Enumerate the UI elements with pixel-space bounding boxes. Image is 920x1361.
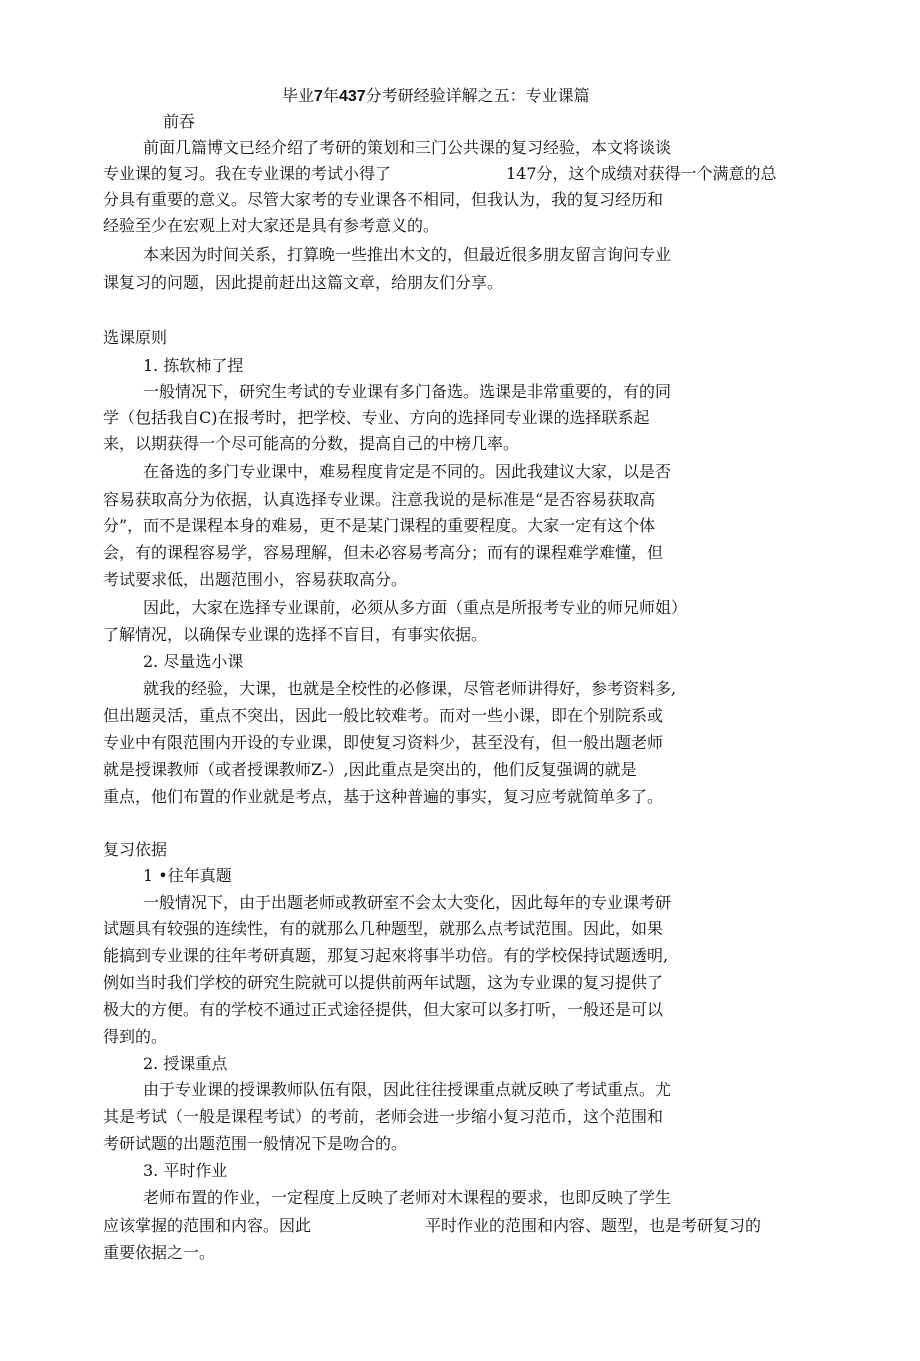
paragraph-line: 了解情况，以确保专业课的选择不盲目，有事实依据。 xyxy=(103,625,488,644)
paragraph-line: 由于专业课的授课教师队伍有限，因此往往授课重点就反映了考试重点。尤 xyxy=(143,1080,672,1099)
paragraph-line: 例如当时我们学校的研究生院就可以提供前两年试题，这为专业课的复习提供了 xyxy=(103,973,664,992)
paragraph-line: 考试要求低，出题范围小，容易获取高分。 xyxy=(103,570,408,589)
paragraph-line: 本来因为时间关系，打算晚一些推出木文的，但最近很多朋友留言询问专业 xyxy=(143,245,672,264)
section-heading: 选课原则 xyxy=(103,328,168,347)
list-item-heading: 1. 拣软柿了捏 xyxy=(143,356,244,375)
paragraph-line: 147分，这个成绩对获得一个满意的总 xyxy=(506,164,777,183)
paragraph-line: 一般情况下，研究生考试的专业课有多门备选。选课是非常重要的，有的同 xyxy=(143,382,672,401)
paragraph-line: 重要依据之一。 xyxy=(103,1243,216,1262)
title-number: 7 xyxy=(314,88,323,105)
list-item-heading: 3. 平时作业 xyxy=(143,1161,228,1180)
paragraph-line: 老师布置的作业，一定程度上反映了老师对木课程的要求，也即反映了学生 xyxy=(143,1188,672,1207)
title-part: 年 xyxy=(322,86,339,105)
paragraph-line: 会，有的课程容易学，容易理解，但未必容易考高分；而有的课程难学难懂，但 xyxy=(103,543,664,562)
paragraph-line: 课复习的问题，因此提前赶出这篇文章，给朋友们分享。 xyxy=(103,273,504,292)
paragraph-line: 因此，大家在选择专业课前，必须从多方面（重点是所报考专业的师兄师姐） xyxy=(143,598,688,617)
document-title xyxy=(282,86,590,107)
section-heading: 复习依据 xyxy=(103,840,168,859)
paragraph-line: 试题具有较强的连续性，有的就那么几种题型，就那么点考试范围。因此，如果 xyxy=(103,919,664,938)
title-part: 毕业 xyxy=(282,86,315,105)
paragraph-line: 专业课的复习。我在专业课的考试小得了 xyxy=(103,164,392,183)
paragraph-line: 得到的。 xyxy=(103,1027,168,1046)
title-part: 分考研经验详解之五：专业课篇 xyxy=(365,86,590,105)
paragraph-line: 应该掌握的范围和内容。因此 xyxy=(103,1216,312,1235)
paragraph-line: 就我的经验，大课，也就是全校性的必修课，尽管老师讲得好，参考资料多, xyxy=(143,679,677,698)
paragraph-line: 前面几篇博文已经介绍了考研的策划和三门公共课的复习经验，本文将谈谈 xyxy=(143,138,672,157)
paragraph-line: 就是授课教师（或者授课教师Z-）,因此重点是突出的，他们反复强调的就是 xyxy=(103,760,637,779)
paragraph-line: 学（包括我自C)在报考时，把学校、专业、方向的选择同专业课的选择联系起 xyxy=(103,408,650,427)
paragraph-line: 专业中有限范围内开设的专业课，即使复习资料少，甚至没有，但一般出题老师 xyxy=(103,733,664,752)
paragraph-line: 其是考试（一般是课程考试）的考前，老师会进一步缩小复习范币，这个范围和 xyxy=(103,1107,664,1126)
paragraph-line: 一般情况下，由于出题老师或教研室不会太大变化，因此每年的专业课考研 xyxy=(143,893,672,912)
paragraph-line: 能搞到专业课的往年考研真题，那复习起來将事半功倍。有的学校保持试题透明, xyxy=(103,946,669,965)
paragraph-line: 来，以期获得一个尽可能高的分数，提高自己的中榜几率。 xyxy=(103,434,520,453)
paragraph-line: 极大的方便。有的学校不通过正式途径提供，但大家可以多打听，一般还是可以 xyxy=(103,1000,664,1019)
list-item-heading: 1 •往年真题 xyxy=(143,866,232,885)
paragraph-line: 考研试题的出题范围一般情况下是吻合的。 xyxy=(103,1134,408,1153)
preface-heading: 前吞 xyxy=(163,112,196,131)
paragraph-line: 但出题灵活，重点不突出，因此一般比较难考。而对一些小课，即在个别院系或 xyxy=(103,706,664,725)
title-number: 437 xyxy=(338,88,366,105)
list-item-heading: 2. 尽量选小课 xyxy=(143,652,244,671)
paragraph-line: 分”，而不是课程本身的难易，更不是某门课程的重要程度。大家一定有这个体 xyxy=(103,516,656,535)
paragraph-line: 容易获取高分为依据，认真选择专业课。注意我说的是标准是“是否容易获取高 xyxy=(103,490,656,509)
paragraph-line: 在备选的多门专业课中，难易程度肯定是不同的。因此我建议大家，以是否 xyxy=(143,462,672,481)
paragraph-line: 平时作业的范围和内容、题型，也是考研复习的 xyxy=(425,1216,762,1235)
paragraph-line: 重点，他们布置的作业就是考点，基于这种普遍的事实，复习应考就简单多了。 xyxy=(103,787,664,806)
paragraph-line: 分具有重要的意义。尽管大家考的专业课各不相同，但我认为，我的复习经历和 xyxy=(103,190,664,209)
paragraph-line: 经验至少在宏观上对大家还是具有参考意义的。 xyxy=(103,216,440,235)
list-item-heading: 2. 授课重点 xyxy=(143,1054,228,1073)
